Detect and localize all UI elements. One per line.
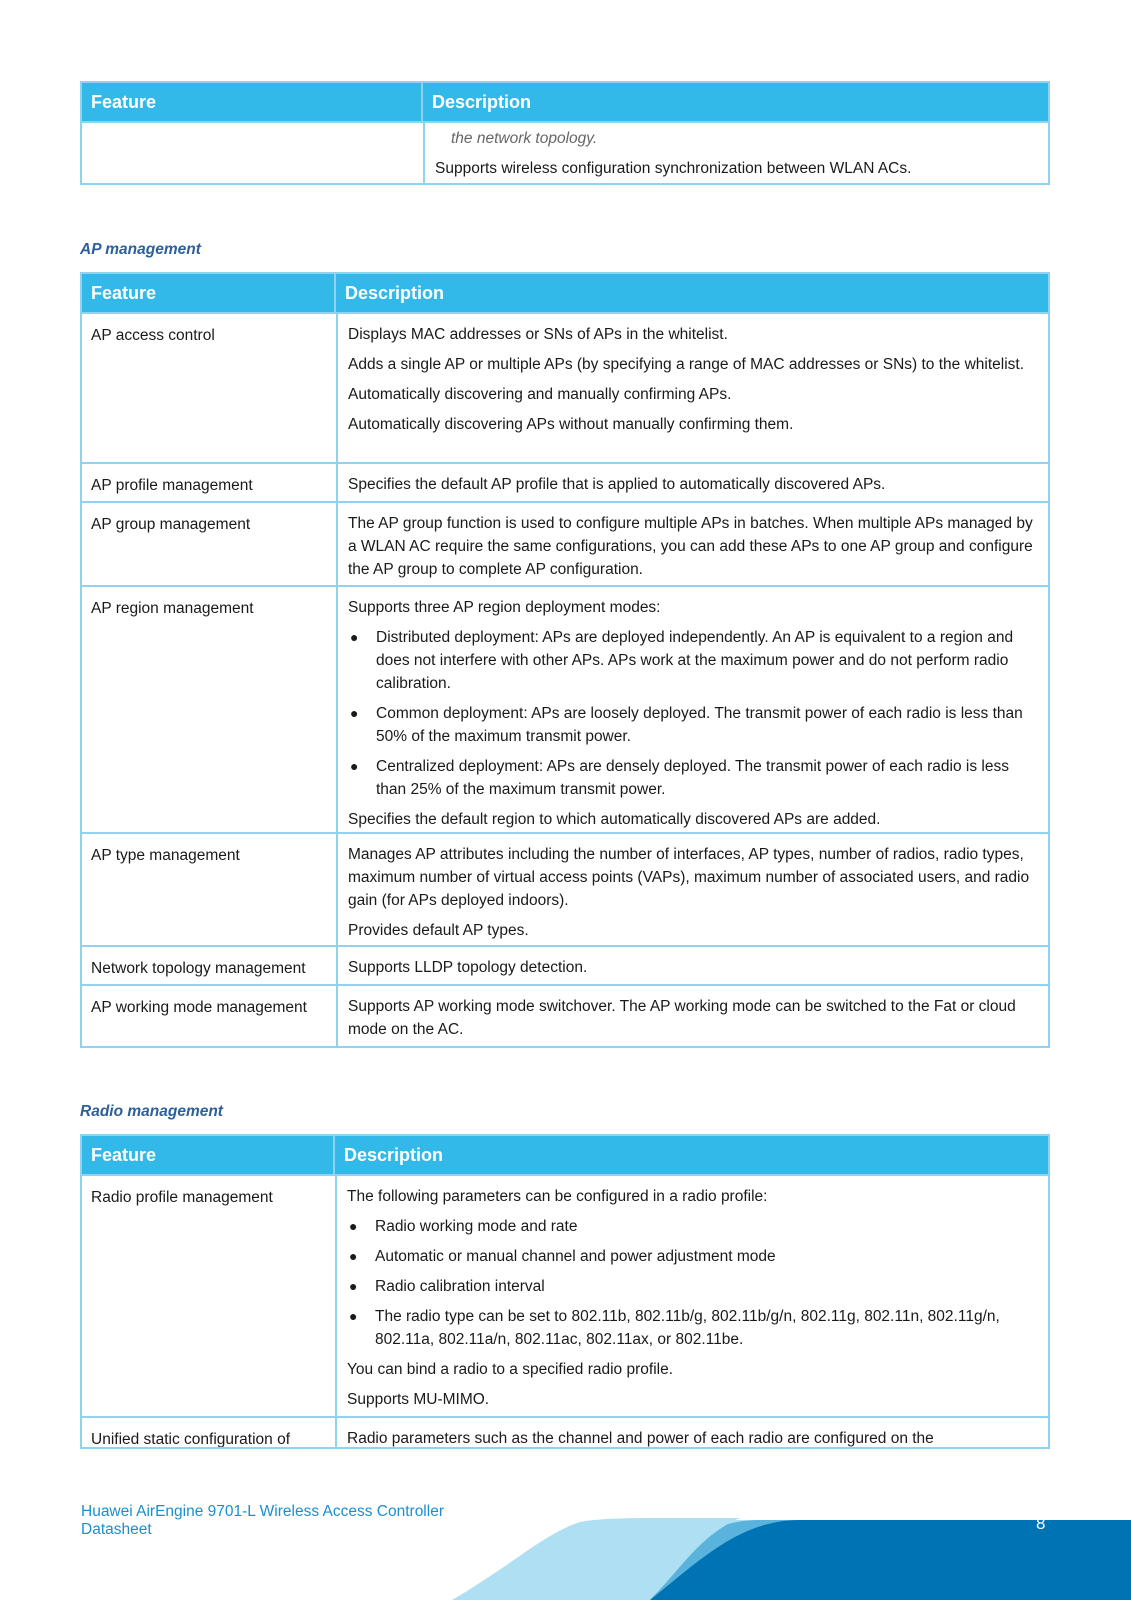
bullet-icon: ● xyxy=(350,758,359,774)
bullet-item xyxy=(348,702,1036,748)
feature-cell xyxy=(82,123,423,183)
description-cell xyxy=(336,947,1048,984)
footer-line-2: Datasheet xyxy=(81,1521,152,1538)
feature-cell: AP working mode management xyxy=(91,999,307,1016)
feature-cell: AP type management xyxy=(91,847,240,864)
header-feature: Feature xyxy=(82,274,336,312)
description-text: Specifies the default region to which automatically discovered APs are added. xyxy=(348,811,881,828)
description-text: Supports LLDP topology detection. xyxy=(348,959,588,976)
table-row xyxy=(82,832,1048,945)
description-text: Radio parameters such as the channel and power of each radio are configured on the xyxy=(347,1430,934,1447)
bullet-icon: ● xyxy=(350,629,359,645)
description-cell xyxy=(336,587,1048,832)
description-text: Supports AP working mode switchover. The AP working mode can be switched to the Fat or cloud mode on the AC. xyxy=(348,998,1016,1038)
bullet-item xyxy=(348,626,1036,695)
description-text: You can bind a radio to a specified radio profile. xyxy=(347,1361,674,1378)
bullet-item xyxy=(348,755,1036,801)
table-row xyxy=(82,585,1048,832)
table-header xyxy=(82,274,1048,314)
bullet-text: Radio working mode and rate xyxy=(375,1218,578,1235)
feature-cell: AP access control xyxy=(91,327,215,344)
bullet-text: The radio type can be set to 802.11b, 802.11b/g, 802.11b/g/n, 802.11g, 802.11n, 802.11g/n, 802.11a, 802.11a/n, 802.11ac, 802.11ax, or 802.11be. xyxy=(375,1308,1000,1348)
bullet-item xyxy=(347,1215,1036,1238)
header-description: Description xyxy=(432,92,532,112)
bullet-icon: ● xyxy=(349,1248,358,1264)
description-cell xyxy=(336,314,1048,462)
feature-cell: Network topology management xyxy=(91,960,306,977)
bullet-text: Centralized deployment: APs are densely deployed. The transmit power of each radio is less than 25% of the maximum transmit power. xyxy=(376,758,1009,798)
feature-table-continued xyxy=(80,81,1050,185)
description-text: Provides default AP types. xyxy=(348,922,529,939)
bullet-item xyxy=(347,1275,1036,1298)
table-row xyxy=(82,501,1048,585)
header-description: Description xyxy=(344,1145,444,1165)
description-text: Specifies the default AP profile that is applied to automatically discovered APs. xyxy=(348,476,886,493)
section-title-ap-management: AP management xyxy=(80,241,201,258)
description-cell xyxy=(336,986,1048,1046)
feature-cell: AP profile management xyxy=(91,477,253,494)
table-header xyxy=(82,1136,1048,1176)
description-text: Adds a single AP or multiple APs (by specifying a range of MAC addresses or SNs) to the whitelist. xyxy=(348,356,1025,373)
description-cell xyxy=(336,464,1048,501)
table-row xyxy=(82,462,1048,501)
description-text: Displays MAC addresses or SNs of APs in the whitelist. xyxy=(348,326,728,343)
table-row xyxy=(82,945,1048,984)
table-row xyxy=(82,1416,1048,1447)
description-cell xyxy=(423,123,1048,183)
section-title-radio-management: Radio management xyxy=(80,1103,223,1120)
table-row xyxy=(82,1176,1048,1416)
header-description: Description xyxy=(345,283,445,303)
bullet-text: Common deployment: APs are loosely deployed. The transmit power of each radio is less than 50% of the maximum transmit power. xyxy=(376,705,1023,745)
description-text: Manages AP attributes including the number of interfaces, AP types, number of radios, radio types, maximum number of virtual access points (VAPs), maximum number of associated users, and radio gain (for APs deployed indoors). xyxy=(348,846,1030,909)
description-cell xyxy=(336,834,1048,945)
description-cell xyxy=(336,503,1048,585)
footer-line-1: Huawei AirEngine 9701-L Wireless Access Controller xyxy=(81,1503,444,1520)
page-number: 8 xyxy=(1036,1514,1046,1533)
table-row xyxy=(82,123,1048,183)
description-text: Supports MU-MIMO. xyxy=(347,1391,490,1408)
header-feature: Feature xyxy=(82,83,423,121)
description-text: The following parameters can be configured in a radio profile: xyxy=(347,1188,768,1205)
table-header xyxy=(82,83,1048,123)
feature-cell: Unified static configuration of xyxy=(91,1431,291,1447)
description-cell xyxy=(335,1418,1048,1447)
description-text: Automatically discovering APs without manually confirming them. xyxy=(348,416,794,433)
table-row xyxy=(82,314,1048,462)
bullet-icon: ● xyxy=(350,705,359,721)
description-text: The AP group function is used to configure multiple APs in batches. When multiple APs managed by a WLAN AC require the same configurations, you can add these APs to one AP group and configure the AP group to complete AP configuration. xyxy=(348,515,1033,578)
bullet-item xyxy=(347,1245,1036,1268)
feature-cell: AP region management xyxy=(91,600,254,617)
bullet-icon: ● xyxy=(349,1308,358,1324)
header-feature: Feature xyxy=(82,1136,335,1174)
description-cell xyxy=(335,1176,1048,1416)
bullet-icon: ● xyxy=(349,1218,358,1234)
feature-cell: Radio profile management xyxy=(91,1189,273,1206)
description-text: Automatically discovering and manually confirming APs. xyxy=(348,386,732,403)
footer-document-title xyxy=(81,1503,444,1539)
italic-continuation-text: the network topology. xyxy=(451,130,598,147)
bullet-text: Distributed deployment: APs are deployed independently. An AP is equivalent to a region and does not interfere with other APs. APs work at the maximum power and do not perform radio calibration. xyxy=(376,629,1014,692)
bullet-text: Automatic or manual channel and power adjustment mode xyxy=(375,1248,776,1265)
bullet-icon: ● xyxy=(349,1278,358,1294)
bullet-text: Radio calibration interval xyxy=(375,1278,545,1295)
ap-management-table xyxy=(80,272,1050,1048)
description-text: Supports three AP region deployment modes: xyxy=(348,599,661,616)
feature-cell: AP group management xyxy=(91,516,251,533)
radio-management-table xyxy=(80,1134,1050,1449)
description-text: Supports wireless configuration synchronization between WLAN ACs. xyxy=(435,160,912,177)
table-row xyxy=(82,984,1048,1046)
bullet-item xyxy=(347,1305,1036,1351)
